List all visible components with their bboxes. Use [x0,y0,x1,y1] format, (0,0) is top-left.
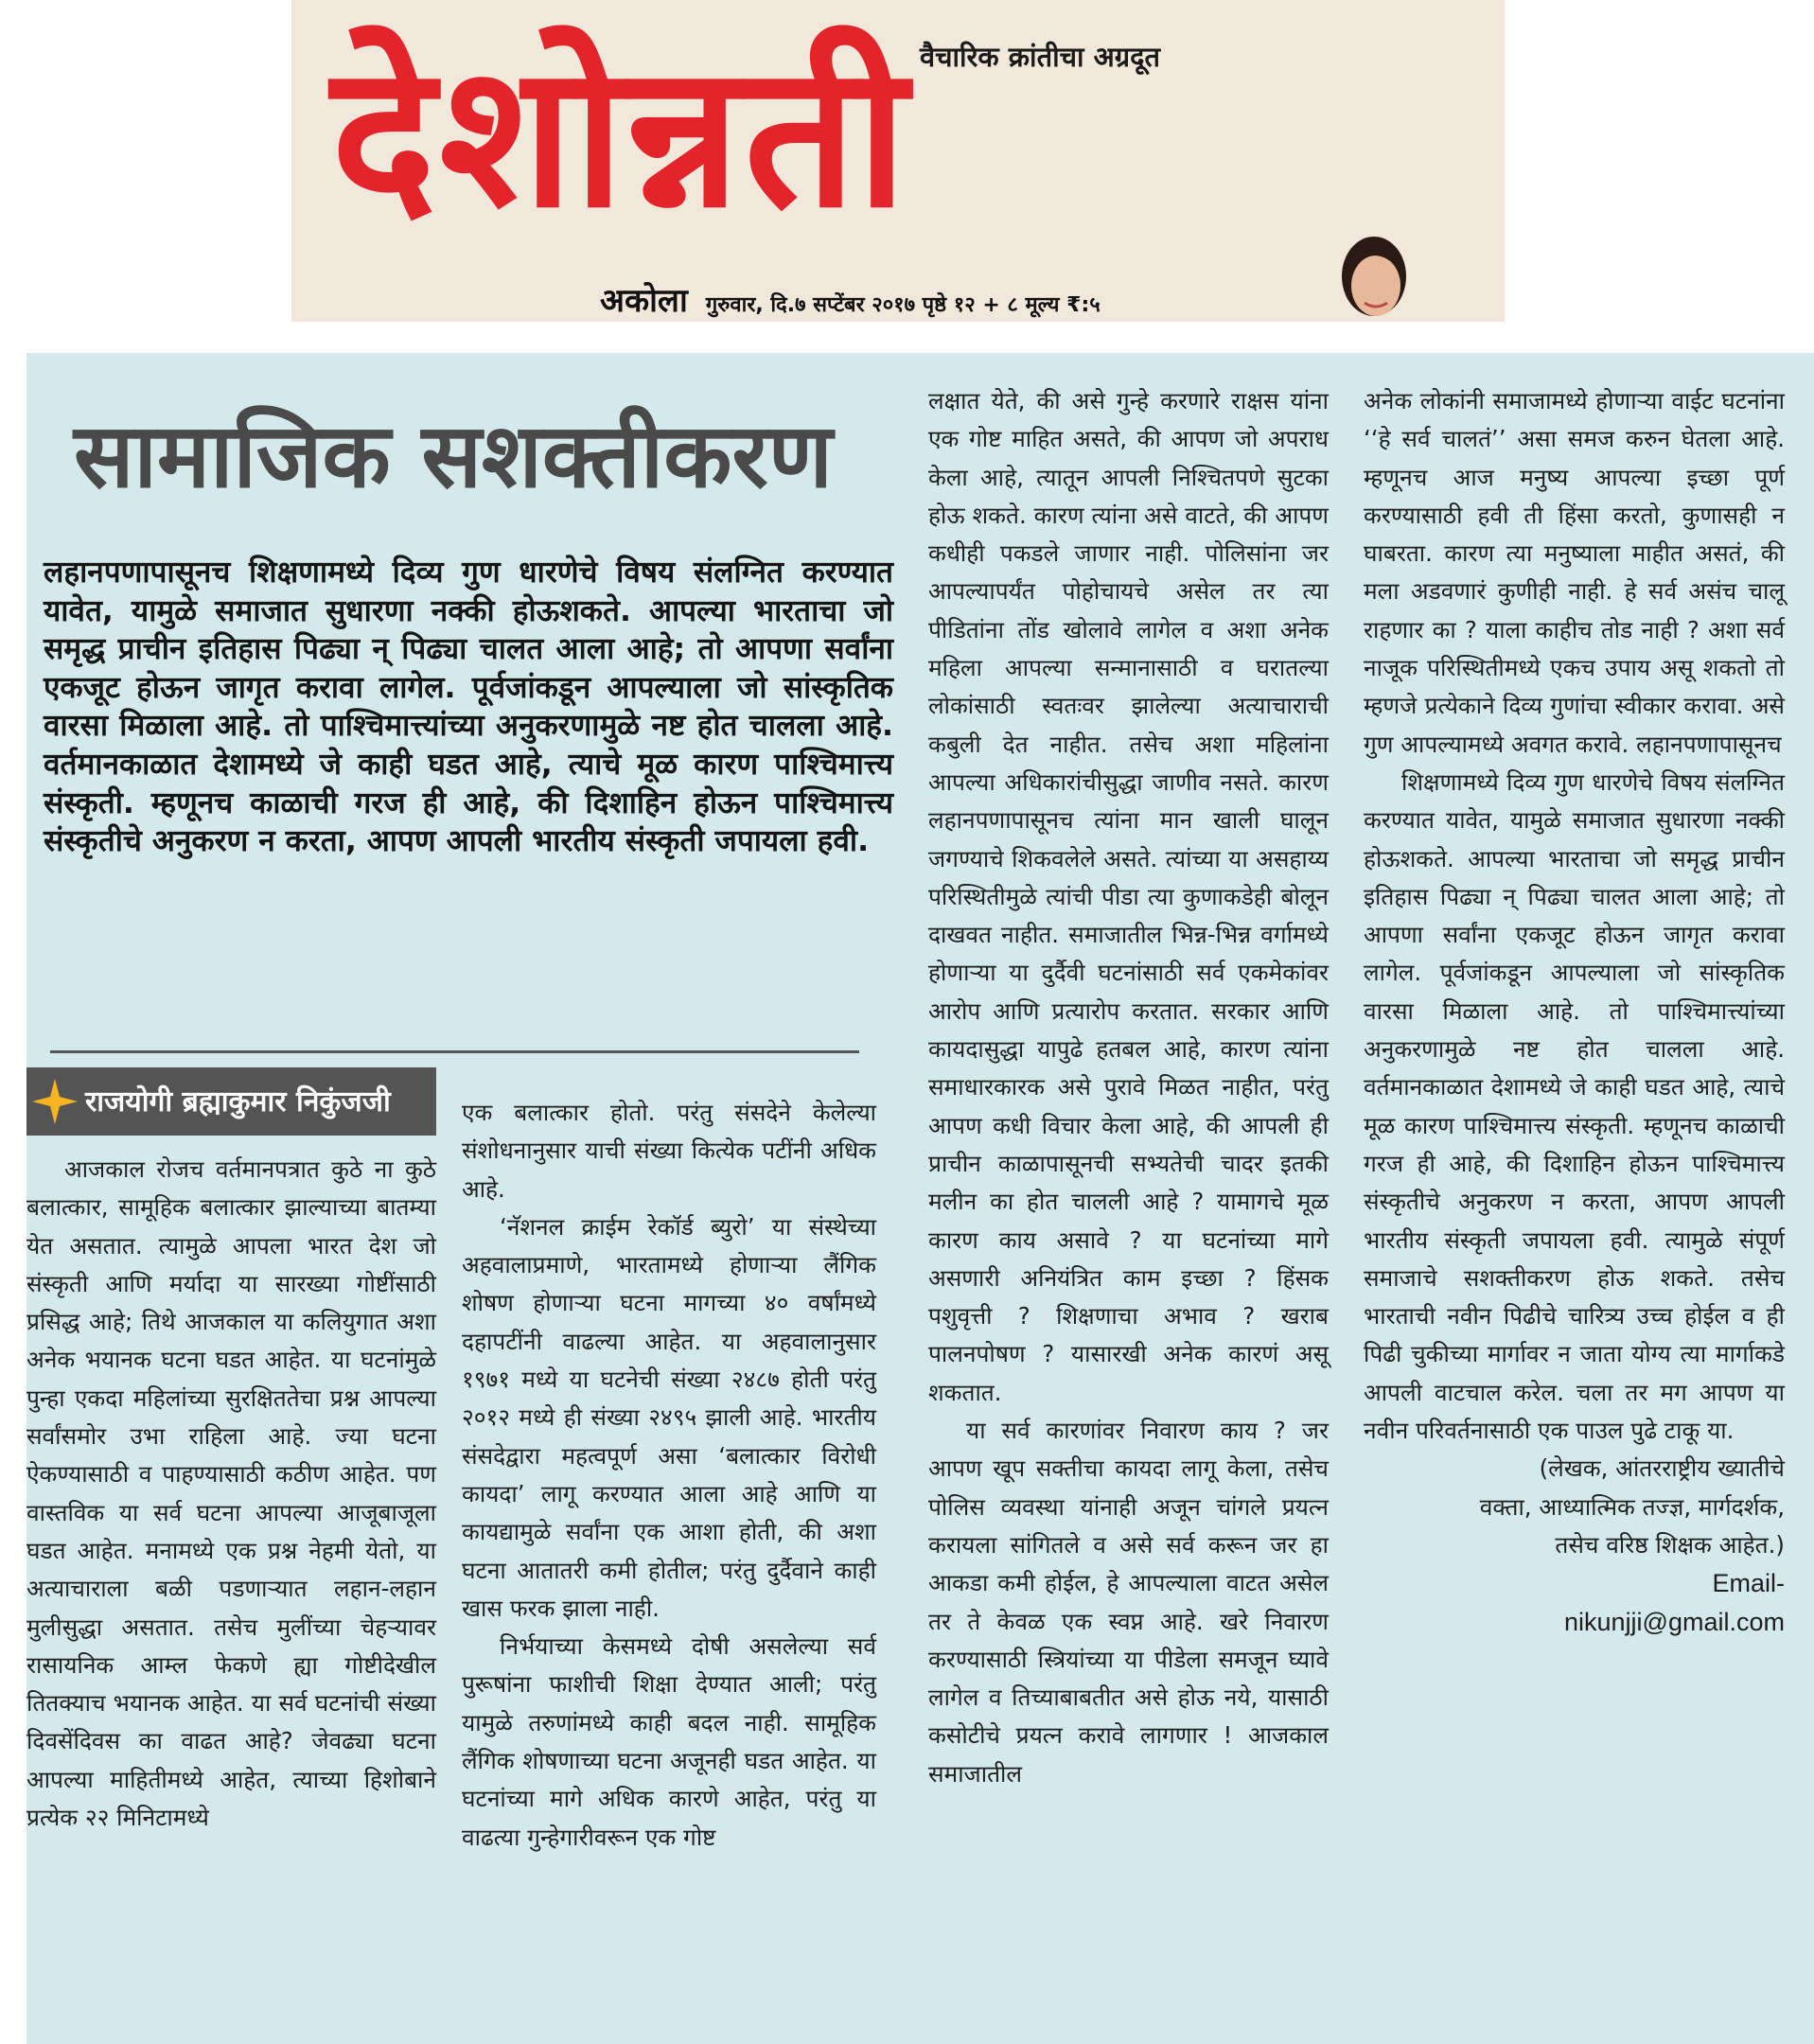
masthead-dateline [600,277,1101,321]
masthead-city: अकोला [600,282,688,320]
paragraph: एक बलात्कार होतो. परंतु संसदेने केलेल्या संशोधनानुसार याची संख्या कित्येक पटींनी अधिक आहे. [462,1099,876,1203]
paragraph: निर्भयाच्या केसमध्ये दोषी असलेल्या सर्व पुरूषांना फाशीची शिक्षा देण्यात आली; परंतु यामुळे तरुणांमध्ये काही बदल नाही. सामूहिक लैंगिक शोषणाच्या घटना अजूनही घडत आहेत. या घटनांच्या मागे अधिक कारणे आहेत, परंतु या वाढत्या गुन्हेगारीवरून एक गोष्ट [462,1632,876,1851]
author-note-line: वक्ता, आध्यात्मिक तज्ज्ञ, मार्गदर्शक, [1479,1492,1785,1521]
masthead-tagline: वैचारिक क्रांतीचा अग्रदूत [920,41,1161,73]
paragraph: ‘नॅशनल क्राईम रेकॉर्ड ब्युरो’ या संस्थेच्या अहवालाप्रमाणे, भारतामध्ये होणाऱ्या लैंगिक शोषण होणाऱ्या घटना मागच्या ४० वर्षांमध्ये दहापटींनी वाढल्या आहेत. या अहवालानुसार १९७१ मध्ये या घटनेची संख्या २४८७ होती परंतु २०१२ मध्ये ही संख्या २४९५ झाली आहे. भारतीय संसदेद्वारा महत्वपूर्ण असा ‘बलात्कार विरोधी कायदा’ लागू करण्यात आला आहे आणि या कायद्यामुळे सर्वांना एक आशा होती, की अशा घटना आतातरी कमी होतील; परंतु दुर्दैवाने काही खास फरक झाला नाही. [462,1212,876,1622]
paragraph: आजकाल रोजच वर्तमानपत्रात कुठे ना कुठे बलात्कार, सामूहिक बलात्कार झाल्याच्या बातम्या येत असतात. त्यामुळे आपला भारत देश जो संस्कृती आणि मर्यादा या सारख्या गोष्टींसाठी प्रसिद्ध आहे; तिथे आजकाल या कलियुगात अशा अनेक भयानक घटना घडत आहेत. या घटनांमुळे पुन्हा एकदा महिलांच्या सुरक्षिततेचा प्रश्न आपल्या सर्वांसमोर उभा राहिला आहे. ज्या घटना ऐकण्यासाठी व पाहण्यासाठी कठीण आहेत. पण वास्तविक या सर्व घटना आपल्या आजूबाजूला घडत आहेत. मनामध्ये एक प्रश्न नेहमी येतो, या अत्याचाराला बळी पडणाऱ्यात लहान-लहान मुलीसुद्धा असतात. तसेच मुलींच्या चेहऱ्यावर रासायनिक आम्ल फेकणे ह्या गोष्टीदेखील तितक्याच भयानक आहेत. या सर्व घटनांची संख्या दिवसेंदिवस का वाढत आहे? जेवढ्या घटना आपल्या माहितीमध्ये आहेत, त्याच्या हिशोबाने प्रत्येक २२ मिनिटामध्ये [26,1155,436,1832]
article-column-3 [928,353,1329,1793]
masthead-date: गुरुवार, दि.७ सप्टेंबर २०१७ पृष्ठे १२ + ८ मूल्य ₹:५ [705,293,1101,317]
divider-rule [50,1050,859,1053]
author-note-line: तसेच वरिष्ठ शिक्षक आहेत.) [1555,1530,1785,1559]
article-column-4 [1364,353,1785,1641]
masthead [291,0,1505,322]
byline-name: राजयोगी ब्रह्माकुमार निकुंजजी [85,1085,391,1119]
portrait-photo [1306,218,1438,322]
paragraph: या सर्व कारणांवर निवारण काय ? जर आपण खूप सक्तीचा कायदा लागू केला, तसेच पोलिस व्यवस्था यांनाही अजून चांगले प्रयत्न करायला सांगितले व असे सर्व करून जर हा आकडा कमी होईल, हे आपल्याला वाटत असेल तर ते केवळ एक स्वप्न आहे. खरे निवारण करण्यासाठी स्त्रियांच्या या पीडेला समजून घ्यावे लागेल व तिच्याबाबतीत असे होऊ नये, यासाठी कसोटीचे प्रयत्न करावे लागणार ! आजकाल समाजातील [928,1417,1329,1788]
author-note-line: (लेखक, आंतरराष्ट्रीय ख्यातीचे [1539,1454,1785,1483]
article-column-2 [462,1094,876,1857]
article-column-1 [26,1151,436,1837]
article-panel [26,353,1814,2044]
article-headline: सामाजिक सशक्तीकरण [74,405,833,508]
paragraph: शिक्षणामध्ये दिव्य गुण धारणेचे विषय संलग्नित करण्यात यावेत, यामुळे समाजात सुधारणा नक्की होऊशकते. आपल्या भारताचा जो समृद्ध प्राचीन इतिहास पिढ्या न् पिढ्या चालत आला आहे; तो आपणा सर्वांना एकजूट होऊन जागृत करावा लागेल. पूर्वजांकडून आपल्याला जो सांस्कृतिक वारसा मिळाला आहे. तो पाश्चिमात्त्यांच्या अनुकरणामुळे नष्ट होत चालला आहे. वर्तमानकाळात देशामध्ये जे काही घडत आहे, त्याचे मूळ कारण पाश्चिमात्त्य संस्कृती. म्हणूनच काळाची गरज ही आहे, की दिशाहिन होऊन पाश्चिमात्त्य संस्कृतीचे अनुकरण न करता, आपण आपली भारतीय संस्कृती जपायला हवी. त्यामुळे संपूर्ण समाजाचे सशक्तीकरण होऊ शकते. तसेच भारताची नवीन पिढीचे चारित्र्य उच्च होईल व ही पिढी चुकीच्या मार्गावर न जाता योग्य त्या मार्गाकडे आपली वाटचाल करेल. चला तर मग आपण या नवीन परिवर्तनासाठी एक पाउल पुढे टाकू या. [1364,767,1785,1445]
byline [26,1067,436,1136]
article-intro: लहानपणापासूनच शिक्षणामध्ये दिव्य गुण धारणेचे विषय संलग्नित करण्यात यावेत, यामुळे समाजात सुधारणा नक्की होऊशकते. आपल्या भारताचा जो समृद्ध प्राचीन इतिहास पिढ्या न् पिढ्या चालत आला आहे; तो आपणा सर्वांना एकजूट होऊन जागृत करावा लागेल. पूर्वजांकडून आपल्याला जो सांस्कृतिक वारसा मिळाला आहे. तो पाश्चिमात्त्यांच्या अनुकरणामुळे नष्ट होत चालला आहे. वर्तमानकाळात देशामध्ये जे काही घडत आहे, त्याचे मूळ कारण पाश्चिमात्त्य संस्कृती. म्हणूनच काळाची गरज ही आहे, की दिशाहिन होऊन पाश्चिमात्त्य संस्कृतीचे अनुकरण न करता, आपण आपली भारतीय संस्कृती जपायला हवी. [44,555,893,859]
paragraph: अनेक लोकांनी समाजामध्ये होणाऱ्या वाईट घटनांना ‘‘हे सर्व चालतं’’ असा समज करुन घेतला आहे. म्हणूनच आज मनुष्य आपल्या इच्छा पूर्ण करण्यासाठी हवी ती हिंसा करतो, कुणासही न घाबरता. कारण त्या मनुष्याला माहीत असतं, की मला अडवणारं कुणीही नाही. हे सर्व असंच चालू राहणार का ? याला काहीच तोड नाही ? अशा सर्व नाजूक परिस्थितीमध्ये एकच उपाय असू शकतो तो म्हणजे प्रत्येकाने दिव्य गुणांचा स्वीकार करावा. असे गुण आपल्यामध्ये अवगत करावे. लहानपणापासूनच [1364,387,1785,758]
email-link[interactable]: nikunjji@gmail.com [1564,1607,1785,1636]
paragraph: लक्षात येते, की असे गुन्हे करणारे राक्षस यांना एक गोष्ट माहित असते, की आपण जो अपराध केला आहे, त्यातून आपली निश्चितपणे सुटका होऊ शकते. कारण त्यांना असे वाटते, की आपण कधीही पकडले जाणार नाही. पोलिसांना जर आपल्यापर्यंत पोहोचायचे असेल तर त्या पीडितांना तोंड खोलावे लागेल व अशा अनेक महिला आपल्या सन्मानासाठी व घरातल्या लोकांसाठी स्वतःवर झालेल्या अत्याचाराची कबुली देत नाहीत. तसेच अशा महिलांना आपल्या अधिकारांचीसुद्धा जाणीव नसते. कारण लहानपणापासूनच त्यांना मान खाली घालून जगण्याचे शिकवलेले असते. त्यांच्या या असहाय्य परिस्थितीमुळे त्यांची पीडा त्या कुणाकडेही बोलून दाखवत नाहीत. समाजातील भिन्न-भिन्न वर्गामध्ये होणाऱ्या या दुर्दैवी घटनांसाठी सर्व एकमेकांवर आरोप आणि प्रत्यारोप करतात. सरकार आणि कायदासुद्धा यापुढे हतबल आहे, कारण त्यांना समाधारकारक असे पुरावे मिळत नाहीत, परंतु आपण कधी विचार केला आहे, की आपली ही प्राचीन काळापासूनची सभ्यतेची चादर इतकी मलीन का होत चालली आहे ? यामागचे मूळ कारण काय असावे ? या घटनांच्या मागे असणारी अनियंत्रित काम इच्छा ? हिंसक पशुवृत्ती ? शिक्षणाचा अभाव ? खराब पालनपोषण ? यासारखी अनेक कारणं असू शकतात. [928,387,1329,1406]
masthead-title: देशोन्नती [331,23,911,252]
email-label: Email- [1712,1569,1785,1598]
star-icon [30,1077,79,1126]
